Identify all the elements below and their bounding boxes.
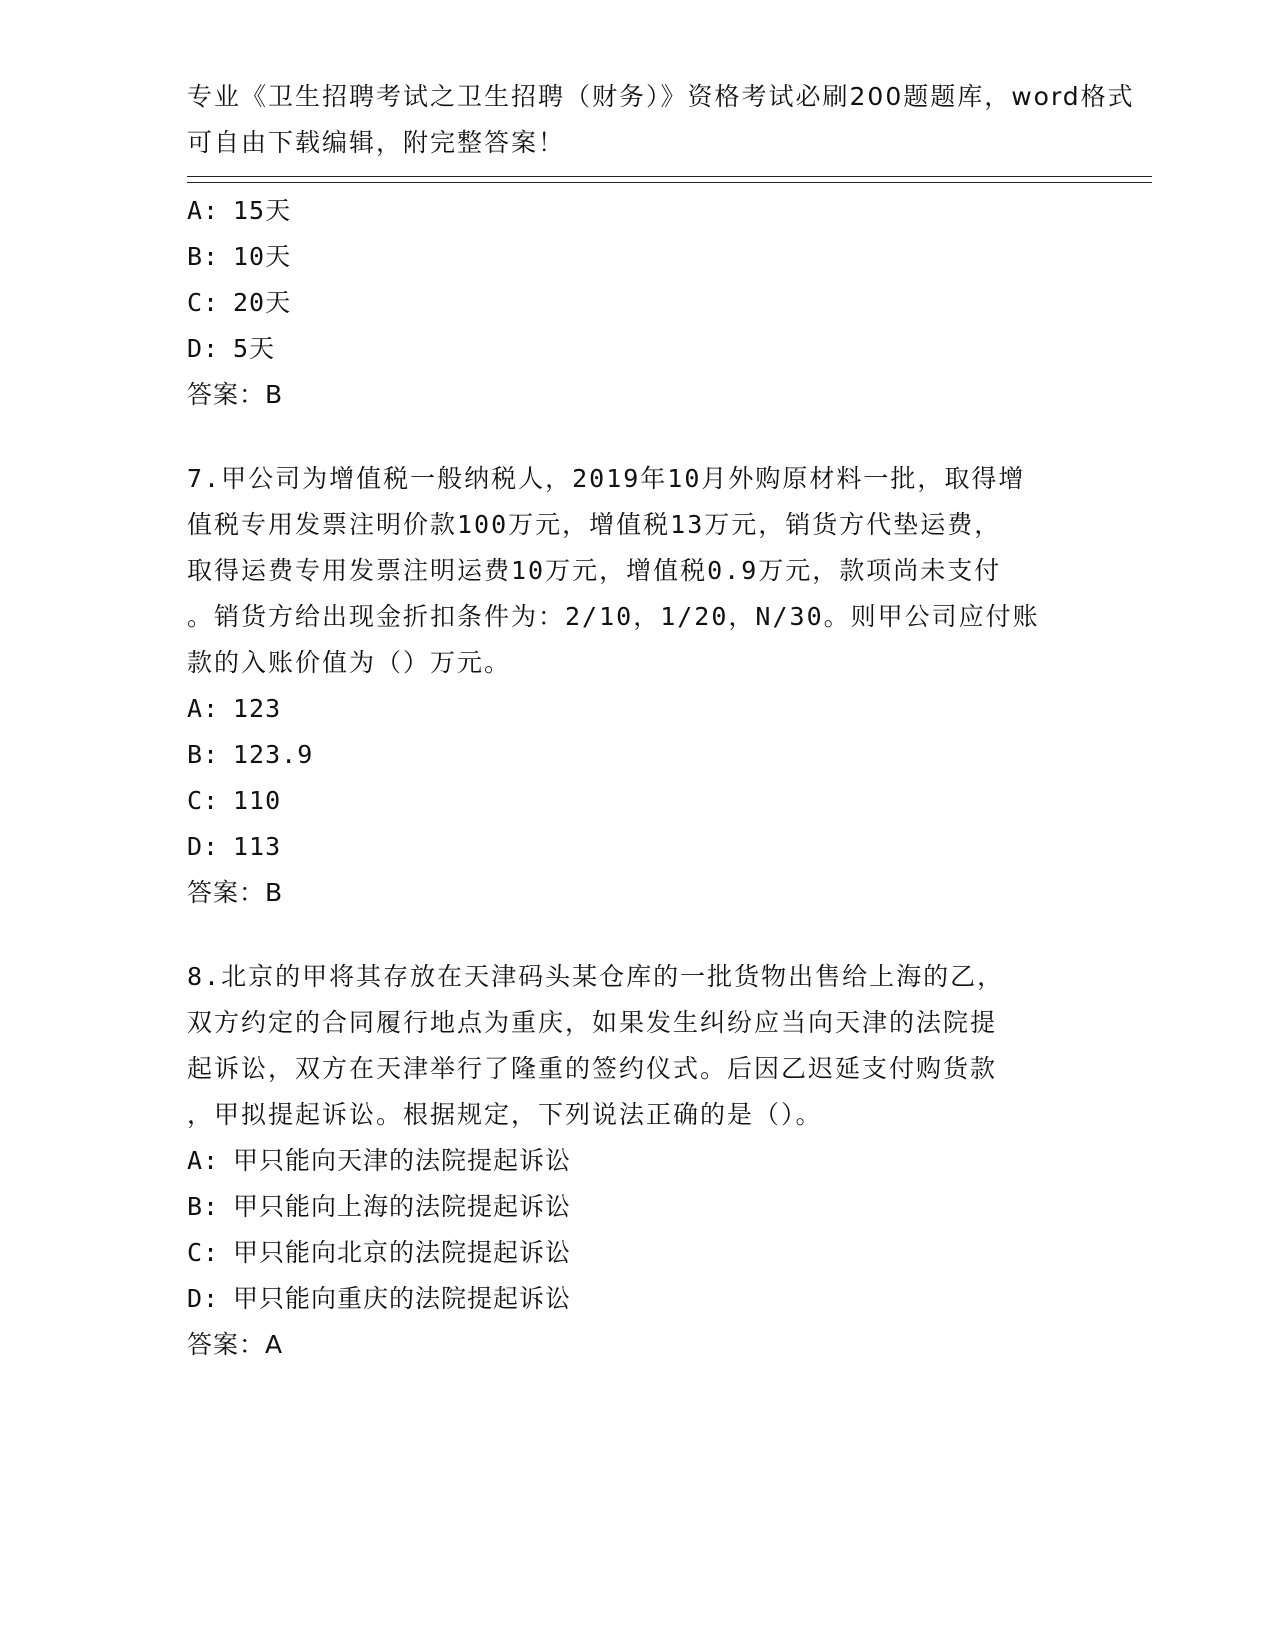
option-d [187, 824, 1087, 870]
option-label: B: [187, 740, 220, 769]
option-label: D: [187, 334, 220, 363]
question-text-line: 双方约定的合同履行地点为重庆，如果发生纠纷应当向天津的法院提 [187, 1008, 998, 1037]
option-text: 甲只能向北京的法院提起诉讼 [233, 1238, 572, 1267]
document-body [187, 188, 1087, 1368]
option-label: A: [187, 694, 220, 723]
option-label: A: [187, 1146, 220, 1175]
question-text-line: 值税专用发票注明价款100万元，增值税13万元，销货方代垫运费， [187, 510, 1002, 539]
option-text: 15天 [233, 196, 292, 225]
option-text: 110 [233, 786, 282, 815]
option-text: 113 [233, 832, 282, 861]
option-text: 123.9 [233, 740, 314, 769]
question-text-line: 取得运费专用发票注明运费10万元，增值税0.9万元，款项尚未支付 [187, 556, 1002, 585]
question-8 [187, 954, 1087, 1368]
option-text: 123 [233, 694, 282, 723]
option-text: 20天 [233, 288, 292, 317]
header-line-1: 专业《卫生招聘考试之卫生招聘（财务）》资格考试必刷200题题库，word格式 [187, 82, 1135, 111]
option-c [187, 1230, 1087, 1276]
question-text-line: 。销货方给出现金折扣条件为：2/10，1/20，N/30。则甲公司应付账 [187, 602, 1040, 631]
question-6-tail [187, 188, 1087, 418]
option-text: 甲只能向上海的法院提起诉讼 [233, 1192, 572, 1221]
option-b [187, 1184, 1087, 1230]
question-7 [187, 456, 1087, 916]
option-c [187, 280, 1087, 326]
option-label: C: [187, 1238, 220, 1267]
option-b [187, 732, 1087, 778]
answer: 答案：B [187, 878, 284, 907]
option-text: 10天 [233, 242, 292, 271]
option-label: C: [187, 288, 220, 317]
answer: 答案：A [187, 1330, 284, 1359]
option-text: 甲只能向重庆的法院提起诉讼 [233, 1284, 572, 1313]
option-b [187, 234, 1087, 280]
question-text-line: 起诉讼，双方在天津举行了隆重的签约仪式。后因乙迟延支付购货款 [187, 1054, 998, 1083]
question-text-line: 8.北京的甲将其存放在天津码头某仓库的一批货物出售给上海的乙， [187, 962, 1005, 991]
option-label: C: [187, 786, 220, 815]
option-label: A: [187, 196, 220, 225]
header-divider-bottom [187, 182, 1152, 183]
option-text: 甲只能向天津的法院提起诉讼 [233, 1146, 572, 1175]
option-label: B: [187, 242, 220, 271]
header-divider-top [187, 176, 1152, 177]
question-text-line: ，甲拟提起诉讼。根据规定，下列说法正确的是（）。 [187, 1100, 823, 1129]
question-text-line: 7.甲公司为增值税一般纳税人，2019年10月外购原材料一批，取得增 [187, 464, 1026, 493]
option-d [187, 1276, 1087, 1322]
option-label: D: [187, 832, 220, 861]
option-a [187, 1138, 1087, 1184]
option-a [187, 188, 1087, 234]
option-label: D: [187, 1284, 220, 1313]
option-label: B: [187, 1192, 220, 1221]
header-line-2: 可自由下载编辑，附完整答案！ [187, 128, 566, 157]
spacer [187, 916, 1087, 954]
question-text-line: 款的入账价值为（）万元。 [187, 648, 512, 677]
option-text: 5天 [233, 334, 276, 363]
spacer [187, 418, 1087, 456]
option-c [187, 778, 1087, 824]
option-d [187, 326, 1087, 372]
option-a [187, 686, 1087, 732]
answer: 答案：B [187, 380, 284, 409]
document-header [187, 74, 1135, 166]
